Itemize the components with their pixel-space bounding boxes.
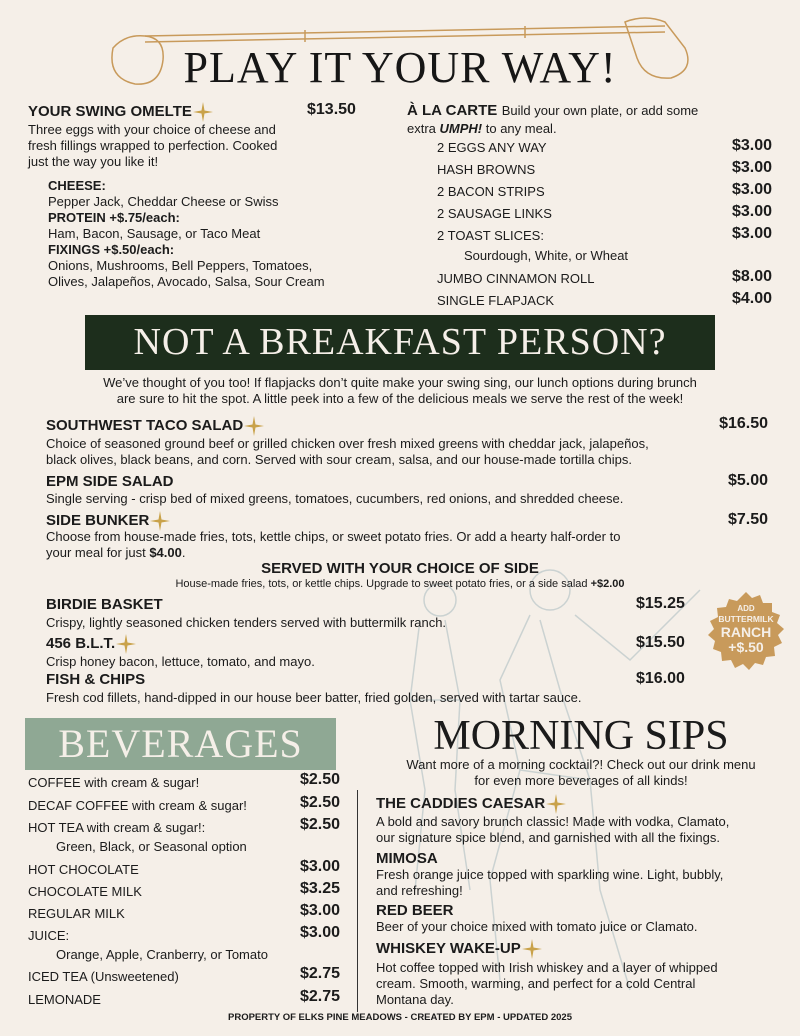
taco-title-text: SOUTHWEST TACO SALAD (46, 416, 244, 434)
item-price: $2.50 (299, 771, 340, 788)
badge-line: ADD (737, 604, 755, 613)
fixings-options: Onions, Mushrooms, Bell Peppers, Tomatoes, (48, 258, 313, 273)
bunker-desc (46, 529, 620, 561)
item-label: CHOCOLATE MILK (28, 884, 142, 899)
beverage-item (28, 902, 340, 924)
omelette-title (28, 102, 213, 122)
beverage-item (28, 794, 340, 816)
protein-label: PROTEIN +$.75/each: (48, 210, 180, 225)
whiskey-desc-line: Hot coffee topped with Irish whiskey and a layer of whipped (376, 960, 718, 975)
item-price: $3.00 (731, 181, 772, 198)
tea-options: Green, Black, or Seasonal option (56, 839, 247, 854)
fish-price: $16.00 (636, 670, 685, 687)
item-price: $3.00 (731, 159, 772, 176)
item-price: $3.00 (731, 225, 772, 242)
taco-desc (46, 436, 649, 468)
redbeer-desc: Beer of your choice mixed with tomato juice or Clamato. (376, 919, 698, 934)
side-note-text: House-made fries, tots, or kettle chips. Upgrade to sweet potato fries, or a side salad (175, 578, 591, 590)
caesar-desc-line: our signature spice blend, and garnished with all the fixings. (376, 830, 720, 845)
sips-intro-line: Want more of a morning cocktail?! Check out our drink menu (406, 757, 756, 772)
caesar-title-text: THE CADDIES CAESAR (376, 794, 546, 812)
item-label: HASH BROWNS (437, 162, 536, 177)
beverage-item (28, 965, 340, 987)
caesar-desc (376, 814, 729, 846)
blt-title (46, 634, 136, 654)
whiskey-desc-line: cream. Smooth, warming, and perfect for a cold Central (376, 976, 696, 991)
epm-title: EPM SIDE SALAD (46, 473, 174, 490)
ala-carte-intro: Build your own plate, or add some (501, 103, 699, 118)
omelette-desc (28, 122, 277, 170)
item-price: $3.00 (299, 902, 340, 919)
bunker-desc-text: your meal for just (46, 545, 150, 560)
fish-title: FISH & CHIPS (46, 671, 146, 688)
beverage-item (28, 858, 340, 880)
bunker-price: $7.50 (727, 511, 768, 528)
item-label: REGULAR MILK (28, 906, 125, 921)
taco-title (46, 416, 264, 436)
morning-sips-title: MORNING SIPS (433, 713, 729, 759)
item-label: 2 EGGS ANY WAY (437, 140, 547, 155)
fixings-options: Olives, Jalapeños, Avocado, Salsa, Sour Cream (48, 274, 325, 289)
redbeer-title: RED BEER (376, 902, 454, 919)
ala-carte-header (407, 102, 787, 120)
item-label: 2 TOAST SLICES: (437, 228, 544, 243)
item-price: $4.00 (731, 290, 772, 307)
cheese-options: Pepper Jack, Cheddar Cheese or Swiss (48, 194, 279, 209)
beverage-item (28, 924, 340, 946)
item-price: $2.75 (299, 965, 340, 982)
lunch-intro-line: are sure to hit the spot. A little peek into a few of the delicious meals we serve the rest of the week! (116, 391, 684, 406)
sparkle-icon (193, 102, 213, 122)
sparkle-icon (150, 511, 170, 531)
ala-carte-item (437, 181, 772, 202)
fixings-label: FIXINGS +$.50/each: (48, 242, 175, 257)
side-heading: SERVED WITH YOUR CHOICE OF SIDE (261, 560, 539, 577)
ala-carte-title: À LA CARTE (407, 102, 498, 119)
whiskey-title-text: WHISKEY WAKE-UP (376, 939, 521, 957)
blt-title-text: 456 B.L.T. (46, 634, 116, 652)
omelette-title-text: YOUR SWING OMELTE (28, 102, 192, 120)
birdie-desc: Crispy, lightly seasoned chicken tenders served with buttermilk ranch. (46, 615, 447, 630)
item-price: $3.00 (731, 137, 772, 154)
item-label: HOT TEA with cream & sugar!: (28, 820, 206, 835)
sparkle-icon (116, 634, 136, 654)
whiskey-desc-line: Montana day. (376, 992, 454, 1007)
beverage-item (28, 816, 340, 838)
ala-carte-item (437, 137, 772, 158)
ala-carte-intro-line2 (407, 121, 557, 137)
bunker-half-price: $4.00 (149, 545, 182, 560)
omelette-desc-line: just the way you like it! (28, 154, 159, 169)
item-label: 2 SAUSAGE LINKS (437, 206, 552, 221)
toast-options: Sourdough, White, or Wheat (464, 248, 629, 263)
beverage-item (28, 988, 340, 1010)
item-label: SINGLE FLAPJACK (437, 293, 555, 308)
sparkle-icon (546, 794, 566, 814)
mimosa-desc (376, 867, 723, 899)
ala-carte-item (437, 290, 772, 311)
ala-carte-item (437, 268, 772, 289)
ala-carte-intro-text: to any meal. (482, 121, 557, 136)
sparkle-icon (522, 939, 542, 959)
badge-line: +$.50 (728, 639, 764, 655)
footer: PROPERTY OF ELKS PINE MEADOWS - CREATED BY EPM - UPDATED 2025 (228, 1012, 572, 1023)
ala-carte-intro-text: extra (407, 121, 440, 136)
column-divider (357, 790, 358, 1012)
epm-desc: Single serving - crisp bed of mixed greens, tomatoes, cucumbers, red onions, and shredded cheese. (46, 491, 624, 506)
badge-line: BUTTERMILK (718, 614, 774, 624)
fish-desc: Fresh cod fillets, hand-dipped in our house beer batter, fried golden, served with tartar sauce. (46, 690, 582, 705)
blt-desc: Crisp honey bacon, lettuce, tomato, and mayo. (46, 654, 315, 669)
mimosa-desc-line: Fresh orange juice topped with sparkling wine. Light, bubbly, (376, 867, 724, 882)
item-price: $2.50 (299, 816, 340, 833)
item-label: ICED TEA (Unsweetened) (28, 969, 179, 984)
omelette-desc-line: Three eggs with your choice of cheese and (28, 122, 276, 137)
whiskey-title (376, 939, 542, 959)
sips-intro (376, 757, 786, 789)
item-price: $3.00 (299, 924, 340, 941)
item-price: $8.00 (731, 268, 772, 285)
beverage-item (28, 771, 340, 793)
item-label: 2 BACON STRIPS (437, 184, 545, 199)
item-price: $3.00 (299, 858, 340, 875)
lunch-banner: NOT A BREAKFAST PERSON? (85, 315, 715, 370)
side-note (0, 578, 800, 590)
item-label: HOT CHOCOLATE (28, 862, 139, 877)
ala-carte-item (437, 159, 772, 180)
juice-options: Orange, Apple, Cranberry, or Tomato (56, 947, 268, 962)
item-label: LEMONADE (28, 992, 101, 1007)
item-label: DECAF COFFEE with cream & sugar! (28, 798, 247, 813)
ranch-badge (706, 592, 786, 672)
sparkle-icon (244, 416, 264, 436)
taco-desc-line: Choice of seasoned ground beef or grilled chicken over fresh mixed greens with cheddar jack, jalapeños, (46, 436, 649, 451)
mimosa-desc-line: and refreshing! (376, 883, 463, 898)
page-title: PLAY IT YOUR WAY! (183, 43, 617, 92)
omelette-desc-line: fresh fillings wrapped to perfection. Cooked (28, 138, 278, 153)
protein-options: Ham, Bacon, Sausage, or Taco Meat (48, 226, 261, 241)
item-price: $3.00 (731, 203, 772, 220)
ala-carte-item (437, 225, 772, 246)
taco-desc-line: black olives, black beans, and corn. Served with sour cream, salsa, and our house-made tortilla chips. (46, 452, 633, 467)
birdie-title: BIRDIE BASKET (46, 596, 163, 613)
item-label: JUMBO CINNAMON ROLL (437, 271, 595, 286)
beverage-item (28, 880, 340, 902)
birdie-price: $15.25 (636, 595, 685, 612)
beverages-banner: BEVERAGES (25, 718, 336, 770)
item-price: $2.50 (299, 794, 340, 811)
bunker-desc-line (46, 545, 620, 561)
badge-text (706, 603, 786, 655)
bunker-title (46, 511, 170, 531)
epm-price: $5.00 (727, 472, 768, 489)
mimosa-title: MIMOSA (376, 850, 438, 867)
bunker-desc-line: Choose from house-made fries, tots, kettle chips, or sweet potato fries. Or add a hearty half-order to (46, 529, 621, 544)
lunch-intro (20, 375, 780, 407)
lunch-intro-line: We’ve thought of you too! If flapjacks don’t quite make your swing sing, our lunch options during brunch (103, 375, 697, 390)
omelette-price: $13.50 (307, 101, 356, 118)
item-price: $3.25 (299, 880, 340, 897)
caesar-title (376, 794, 566, 814)
item-label: COFFEE with cream & sugar! (28, 775, 200, 790)
blt-price: $15.50 (636, 634, 685, 651)
item-label: JUICE: (28, 928, 70, 943)
bunker-title-text: SIDE BUNKER (46, 511, 150, 529)
badge-line: RANCH (720, 624, 772, 640)
umph-emphasis: UMPH! (439, 121, 483, 136)
cheese-label: CHEESE: (48, 178, 106, 193)
ala-carte-item (437, 203, 772, 224)
omelette-options (48, 178, 325, 290)
taco-price: $16.50 (719, 415, 768, 432)
whiskey-desc (376, 960, 718, 1008)
item-price: $2.75 (299, 988, 340, 1005)
sips-intro-line: for even more beverages of all kinds! (474, 773, 688, 788)
bunker-desc-text: . (181, 545, 186, 560)
side-upgrade-price: +$2.00 (590, 578, 625, 590)
caesar-desc-line: A bold and savory brunch classic! Made with vodka, Clamato, (376, 814, 730, 829)
